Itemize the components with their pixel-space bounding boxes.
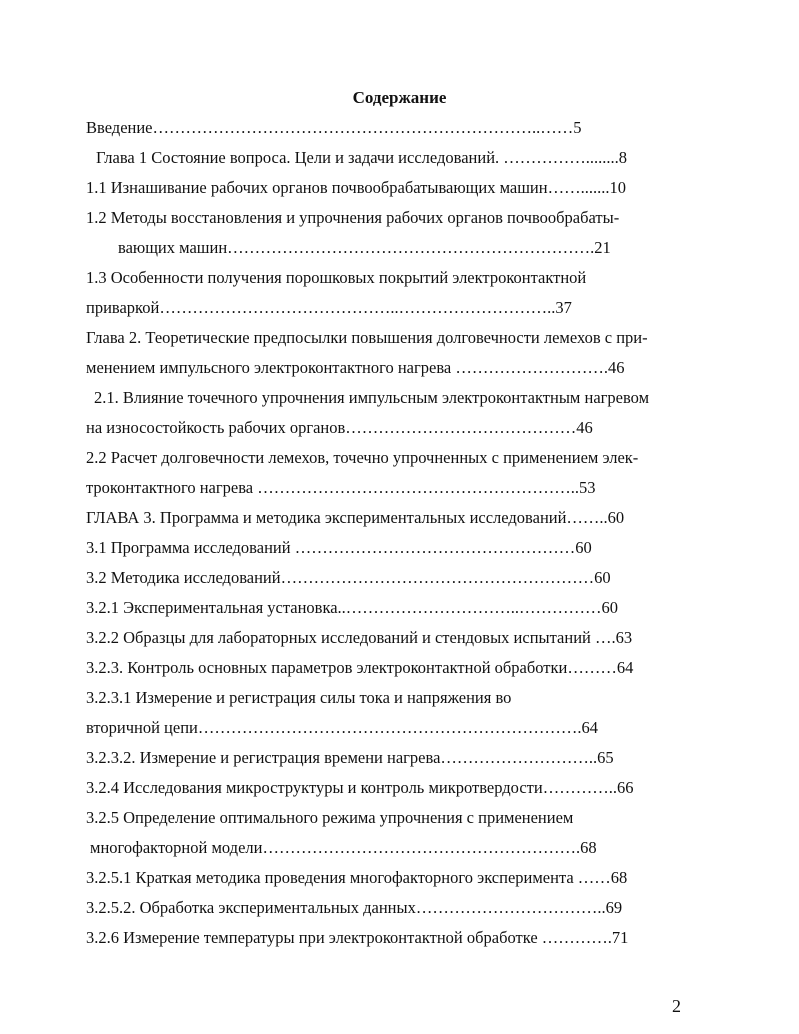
toc-entry: 3.2.3.1 Измерение и регистрация силы тока и напряжения во: [86, 688, 512, 707]
toc-entry-continuation: вающих машин………………………………………………………….21: [118, 238, 611, 257]
toc-entry-continuation: многофакторной модели………………………………………………….68: [90, 838, 597, 857]
toc-entry: ГЛАВА 3. Программа и методика экспериментальных исследований……..60: [86, 508, 625, 527]
toc-entry: 3.2.5.2. Обработка экспериментальных данных……………………………..69: [86, 898, 623, 917]
toc-entry: 1.2 Методы восстановления и упрочнения рабочих органов почвообрабаты-: [86, 208, 620, 227]
toc-entry: 2.1. Влияние точечного упрочнения импульсным электроконтактным нагревом: [94, 388, 650, 407]
page-number: 2: [672, 996, 681, 1016]
toc-entry: 3.2.5.1 Краткая методика проведения многофакторного эксперимента ……68: [86, 868, 628, 887]
toc-entry: 3.2.3.2. Измерение и регистрация времени нагрева………………………..65: [86, 748, 614, 767]
toc-entry-continuation: вторичной цепи…………………………………………………………….64: [86, 718, 598, 737]
toc-entry: 3.2 Методика исследований…………………………………………………60: [86, 568, 611, 587]
toc-entry: 3.2.4 Исследования микроструктуры и контроль микротвердости…………..66: [86, 778, 634, 797]
toc-entry: Глава 2. Теоретические предпосылки повышения долговечности лемехов с при-: [86, 328, 648, 347]
toc-title: Содержание: [352, 88, 447, 107]
toc-entry: 2.2 Расчет долговечности лемехов, точечно упрочненных с применением элек-: [86, 448, 639, 467]
toc-entry: Введение……………………………………………………………..……5: [86, 118, 582, 137]
toc-entry: 1.1 Изнашивание рабочих органов почвообрабатывающих машин…….......10: [86, 178, 626, 197]
toc-entry: 3.2.1 Экспериментальная установка..…………………………..……………60: [86, 598, 619, 617]
toc-entry: 3.2.6 Измерение температуры при электроконтактной обработке ………….71: [86, 928, 629, 947]
toc-entry: 3.2.3. Контроль основных параметров электроконтактной обработки………64: [86, 658, 634, 677]
toc-entry: 3.2.5 Определение оптимального режима упрочнения с применением: [86, 808, 574, 827]
toc-entry-continuation: менением импульсного электроконтактного нагрева ……………………….46: [86, 358, 625, 377]
toc-entry-continuation: троконтактного нагрева …………………………………………………..53: [86, 478, 596, 497]
toc-entry-continuation: на износостойкость рабочих органов……………………………………46: [86, 418, 593, 437]
toc-entry: Глава 1 Состояние вопроса. Цели и задачи исследований. ……………........8: [96, 148, 628, 167]
toc-entry: 3.2.2 Образцы для лабораторных исследований и стендовых испытаний ….63: [86, 628, 633, 647]
toc-entry: 1.3 Особенности получения порошковых покрытий электроконтактной: [86, 268, 587, 287]
toc-entry-continuation: приваркой……………………………………..………………………..37: [86, 298, 572, 317]
toc-entry: 3.1 Программа исследований ……………………………………………60: [86, 538, 592, 557]
